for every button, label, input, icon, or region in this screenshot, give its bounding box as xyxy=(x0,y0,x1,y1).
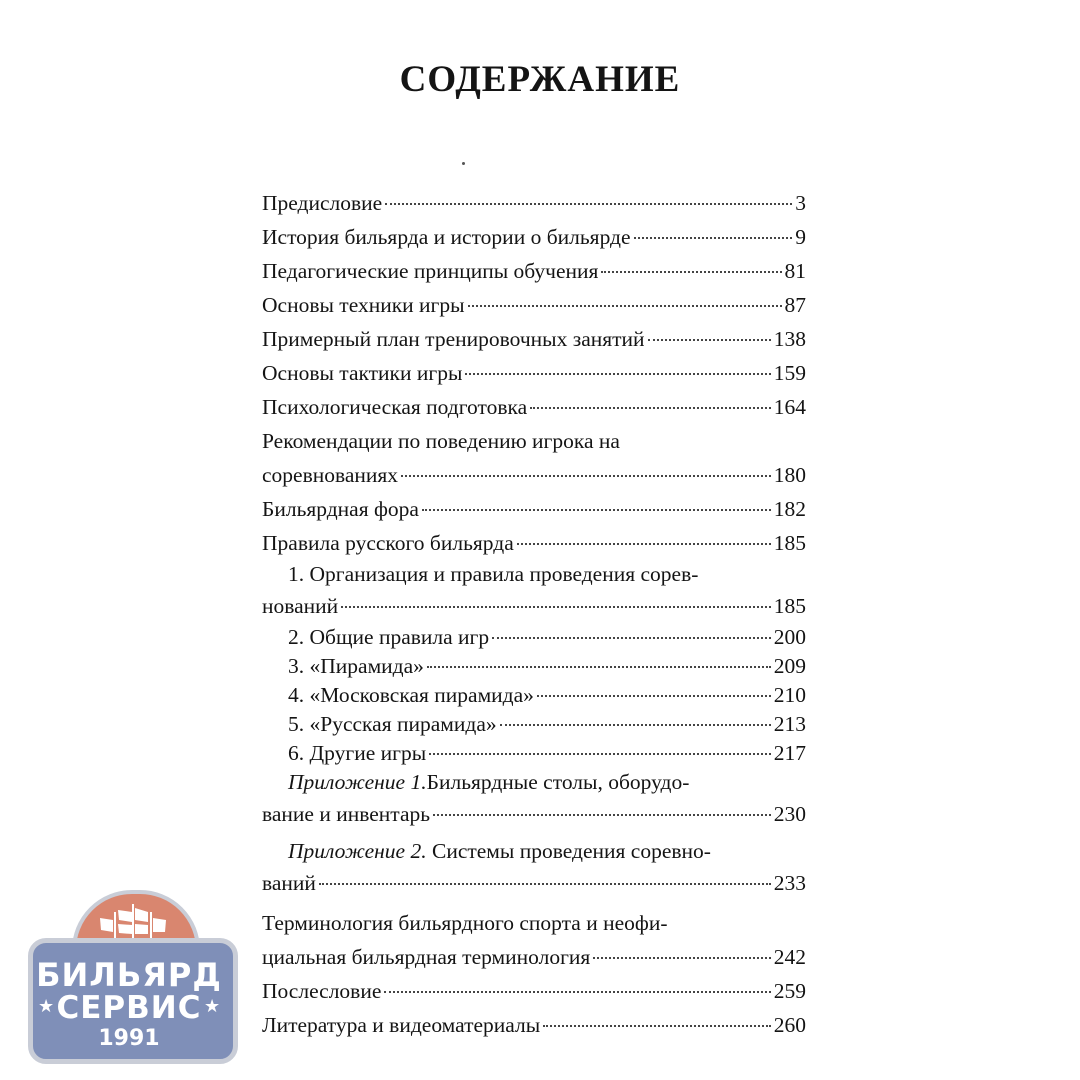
toc-entry-title: Послесловие xyxy=(262,979,382,1003)
toc-entry-title-line1: Рекомендации по поведению игрока на xyxy=(262,429,620,453)
appendix-title-line2: вание и инвентарь xyxy=(262,802,431,826)
toc-subentry xyxy=(262,739,806,768)
toc-entry-title: Литература и видеоматериалы xyxy=(262,1013,541,1037)
toc-entry-page: 164 xyxy=(773,395,806,419)
toc-appendix-line1 xyxy=(262,768,806,797)
toc-entry xyxy=(262,492,806,526)
toc-entry-title: История бильярда и истории о бильярде xyxy=(262,225,631,249)
toc-subentry-page: 209 xyxy=(773,654,806,678)
logo-text-year: 1991 xyxy=(98,1026,160,1051)
toc-entry-title: Основы техники игры xyxy=(262,293,465,317)
dot-leader xyxy=(319,883,771,885)
toc-subentry-title: 5. «Русская пирамида» xyxy=(288,712,497,736)
toc-entry-title: Психологическая подготовка xyxy=(262,395,528,419)
toc-entry-title: Бильярдная фора xyxy=(262,497,419,521)
toc-entry-page: 3 xyxy=(795,191,806,215)
dot-leader xyxy=(401,475,771,477)
toc-entry-page: 180 xyxy=(773,463,806,487)
toc-entry xyxy=(262,526,806,560)
toc-subentry-page: 213 xyxy=(773,712,806,736)
toc-entry-title: Предисловие xyxy=(262,191,383,215)
appendix-page: 233 xyxy=(773,871,806,895)
dot-leader xyxy=(543,1025,771,1027)
toc-entry-title-line2: циальная бильярдная терминология xyxy=(262,945,591,969)
toc-entry xyxy=(262,390,806,424)
toc-appendix xyxy=(262,866,806,900)
dot-leader xyxy=(500,724,771,726)
toc-entry-page: 242 xyxy=(773,945,806,969)
toc-entry xyxy=(262,940,806,974)
dot-leader xyxy=(433,814,771,816)
dot-leader xyxy=(422,509,771,511)
toc-entry-page: 260 xyxy=(773,1013,806,1037)
toc-subentry xyxy=(262,710,806,739)
dot-leader xyxy=(341,606,771,608)
toc-subentry-title: 6. Другие игры xyxy=(288,741,427,765)
toc-entry-page: 138 xyxy=(773,327,806,351)
toc-entry-page: 81 xyxy=(784,259,806,283)
toc-subentry-page: 200 xyxy=(773,625,806,649)
toc-entry xyxy=(262,356,806,390)
dot-leader xyxy=(427,666,771,668)
toc-entry-title: Педагогические принципы обучения xyxy=(262,259,599,283)
logo-text-line1: БИЛЬЯРД xyxy=(36,956,222,994)
dot-leader xyxy=(385,203,792,205)
toc-subentry xyxy=(262,589,806,623)
dot-leader xyxy=(648,339,771,341)
dot-leader xyxy=(601,271,781,273)
table-of-contents xyxy=(262,186,806,1042)
dot-leader xyxy=(429,753,771,755)
page-title: СОДЕРЖАНИЕ xyxy=(399,59,681,100)
toc-entry-page: 87 xyxy=(784,293,806,317)
toc-entry xyxy=(262,186,806,220)
ink-speck xyxy=(462,162,465,165)
toc-subentry xyxy=(262,681,806,710)
toc-entry-page: 9 xyxy=(795,225,806,249)
dot-leader xyxy=(384,991,770,993)
toc-entry-title-line1: Терминология бильярдного спорта и неофи- xyxy=(262,911,668,935)
toc-entry-page: 159 xyxy=(773,361,806,385)
dot-leader xyxy=(468,305,782,307)
toc-subentry-title-line1: 1. Организация и правила проведения сорев- xyxy=(288,562,699,586)
appendix-title-line1: Системы проведения соревно- xyxy=(431,839,711,863)
toc-entry xyxy=(262,254,806,288)
toc-subentry-title: 2. Общие правила игр xyxy=(288,625,490,649)
toc-subentry-title-line2: нований xyxy=(262,594,339,618)
toc-subentry-title: 4. «Московская пирамида» xyxy=(288,683,534,707)
toc-entry-title: Правила русского бильярда xyxy=(262,531,514,555)
dot-leader xyxy=(492,637,771,639)
toc-subentry-title: 3. «Пирамида» xyxy=(288,654,424,678)
appendix-title-line2: ваний xyxy=(262,871,316,895)
dot-leader xyxy=(465,373,770,375)
toc-entry xyxy=(262,1008,806,1042)
toc-subentry-page: 217 xyxy=(773,741,806,765)
toc-entry-title-line2: соревнованиях xyxy=(262,463,399,487)
toc-subentry-page: 210 xyxy=(773,683,806,707)
toc-entry-page: 185 xyxy=(773,531,806,555)
toc-entry-page: 182 xyxy=(773,497,806,521)
toc-subentry-page: 185 xyxy=(773,594,806,618)
appendix-title-line1: Бильярдные столы, оборудо- xyxy=(426,770,690,794)
star-icon: ★ xyxy=(38,996,55,1017)
dot-leader xyxy=(634,237,793,239)
toc-entry xyxy=(262,288,806,322)
toc-entry xyxy=(262,458,806,492)
appendix-page: 230 xyxy=(773,802,806,826)
dot-leader xyxy=(517,543,771,545)
toc-subentry xyxy=(262,652,806,681)
appendix-label: Приложение 1. xyxy=(288,770,427,794)
toc-entry-page: 259 xyxy=(773,979,806,1003)
toc-entry-title: Примерный план тренировочных занятий xyxy=(262,327,645,351)
logo-text-line2: СЕРВИС xyxy=(56,990,202,1026)
toc-appendix xyxy=(262,797,806,831)
toc-entry xyxy=(262,974,806,1008)
toc-entry xyxy=(262,220,806,254)
dot-leader xyxy=(537,695,771,697)
toc-subentry xyxy=(262,623,806,652)
toc-entry-title: Основы тактики игры xyxy=(262,361,463,385)
toc-entry xyxy=(262,322,806,356)
dot-leader xyxy=(530,407,771,409)
billiard-service-logo xyxy=(24,890,240,1060)
dot-leader xyxy=(593,957,770,959)
toc-appendix-line1 xyxy=(262,837,806,866)
appendix-label: Приложение 2. xyxy=(288,839,427,863)
star-icon: ★ xyxy=(204,996,221,1017)
